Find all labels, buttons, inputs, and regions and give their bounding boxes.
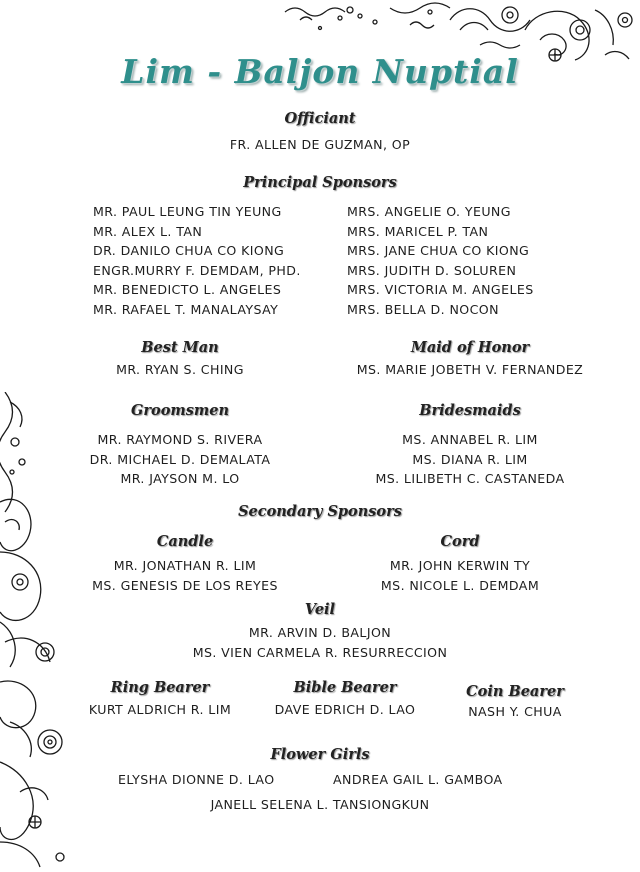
best-man-name: MR. RYAN S. CHING [116,362,244,377]
candle-list [85,556,285,595]
candle-heading: Candle [156,533,214,550]
list-item: DR. DANILO CHUA CO KIONG [93,243,285,258]
cord-list [355,556,565,595]
flower-girl-1: ELYSHA DIONNE D. LAO [118,772,275,787]
page-title: Lim - Baljon Nuptial [121,52,519,91]
officiant-name: FR. ALLEN DE GUZMAN, OP [229,137,411,152]
bible-bearer-name: DAVE EDRICH D. LAO [274,702,416,717]
principal-sponsors-heading: Principal Sponsors [243,174,397,191]
list-item: MRS. VICTORIA M. ANGELES [347,282,534,297]
bridesmaids-heading: Bridesmaids [419,402,521,419]
list-item: MS. ANNABEL R. LIM [402,432,538,447]
list-item: MR. JOHN KERWIN TY [389,558,531,573]
secondary-sponsors-heading: Secondary Sponsors [238,503,402,520]
list-item: MRS. JUDITH D. SOLUREN [347,262,517,278]
list-item: MRS. ANGELIE O. YEUNG [347,204,511,219]
list-item: MR. JONATHAN R. LIM [113,558,257,573]
groomsmen-heading: Groomsmen [131,402,229,419]
flower-girl-2: ANDREA GAIL L. GAMBOA [333,772,503,787]
ring-bearer-heading: Ring Bearer [110,679,210,696]
bridesmaids-list [335,430,605,489]
list-item: MS. VIEN CARMELA R. RESURRECCION [192,644,448,660]
list-item: MS. NICOLE L. DEMDAM [380,577,540,593]
principal-sponsors-women [347,202,534,319]
coin-bearer-name: NASH Y. CHUA [468,704,562,719]
list-item: MR. PAUL LEUNG TIN YEUNG [93,204,282,219]
coin-bearer-heading: Coin Bearer [466,683,564,700]
groomsmen-list [80,430,280,489]
list-item: MR. JAYSON M. LO [120,471,240,486]
list-item: MR. ARVIN D. BALJON [248,625,392,640]
veil-heading: Veil [304,601,336,618]
list-item: MS. LILIBETH C. CASTANEDA [375,471,565,486]
list-item: MR. RAFAEL T. MANALAYSAY [93,301,279,317]
list-item: MRS. MARICEL P. TAN [347,223,489,239]
list-item: MR. ALEX L. TAN [93,223,203,239]
bible-bearer-heading: Bible Bearer [293,679,397,696]
veil-list [0,623,640,662]
cord-heading: Cord [440,533,480,550]
principal-sponsors-men [93,202,301,319]
list-item: MR. BENEDICTO L. ANGELES [93,282,282,297]
flower-girls-heading: Flower Girls [270,746,370,763]
list-item: MS. DIANA R. LIM [412,451,528,467]
list-item: MRS. BELLA D. NOCON [347,301,499,317]
maid-of-honor-name: MS. MARIE JOBETH V. FERNANDEZ [356,362,584,377]
flower-girl-3: JANELL SELENA L. TANSIONGKUN [210,797,430,812]
list-item: ENGR.MURRY F. DEMDAM, PHD. [93,262,301,278]
list-item: MR. RAYMOND S. RIVERA [97,432,263,447]
list-item: MRS. JANE CHUA CO KIONG [347,243,530,258]
officiant-heading: Officiant [284,110,356,127]
list-item: DR. MICHAEL D. DEMALATA [89,451,271,467]
best-man-heading: Best Man [141,339,219,356]
list-item: MS. GENESIS DE LOS REYES [92,577,278,593]
ring-bearer-name: KURT ALDRICH R. LIM [88,702,232,717]
maid-of-honor-heading: Maid of Honor [410,339,530,356]
